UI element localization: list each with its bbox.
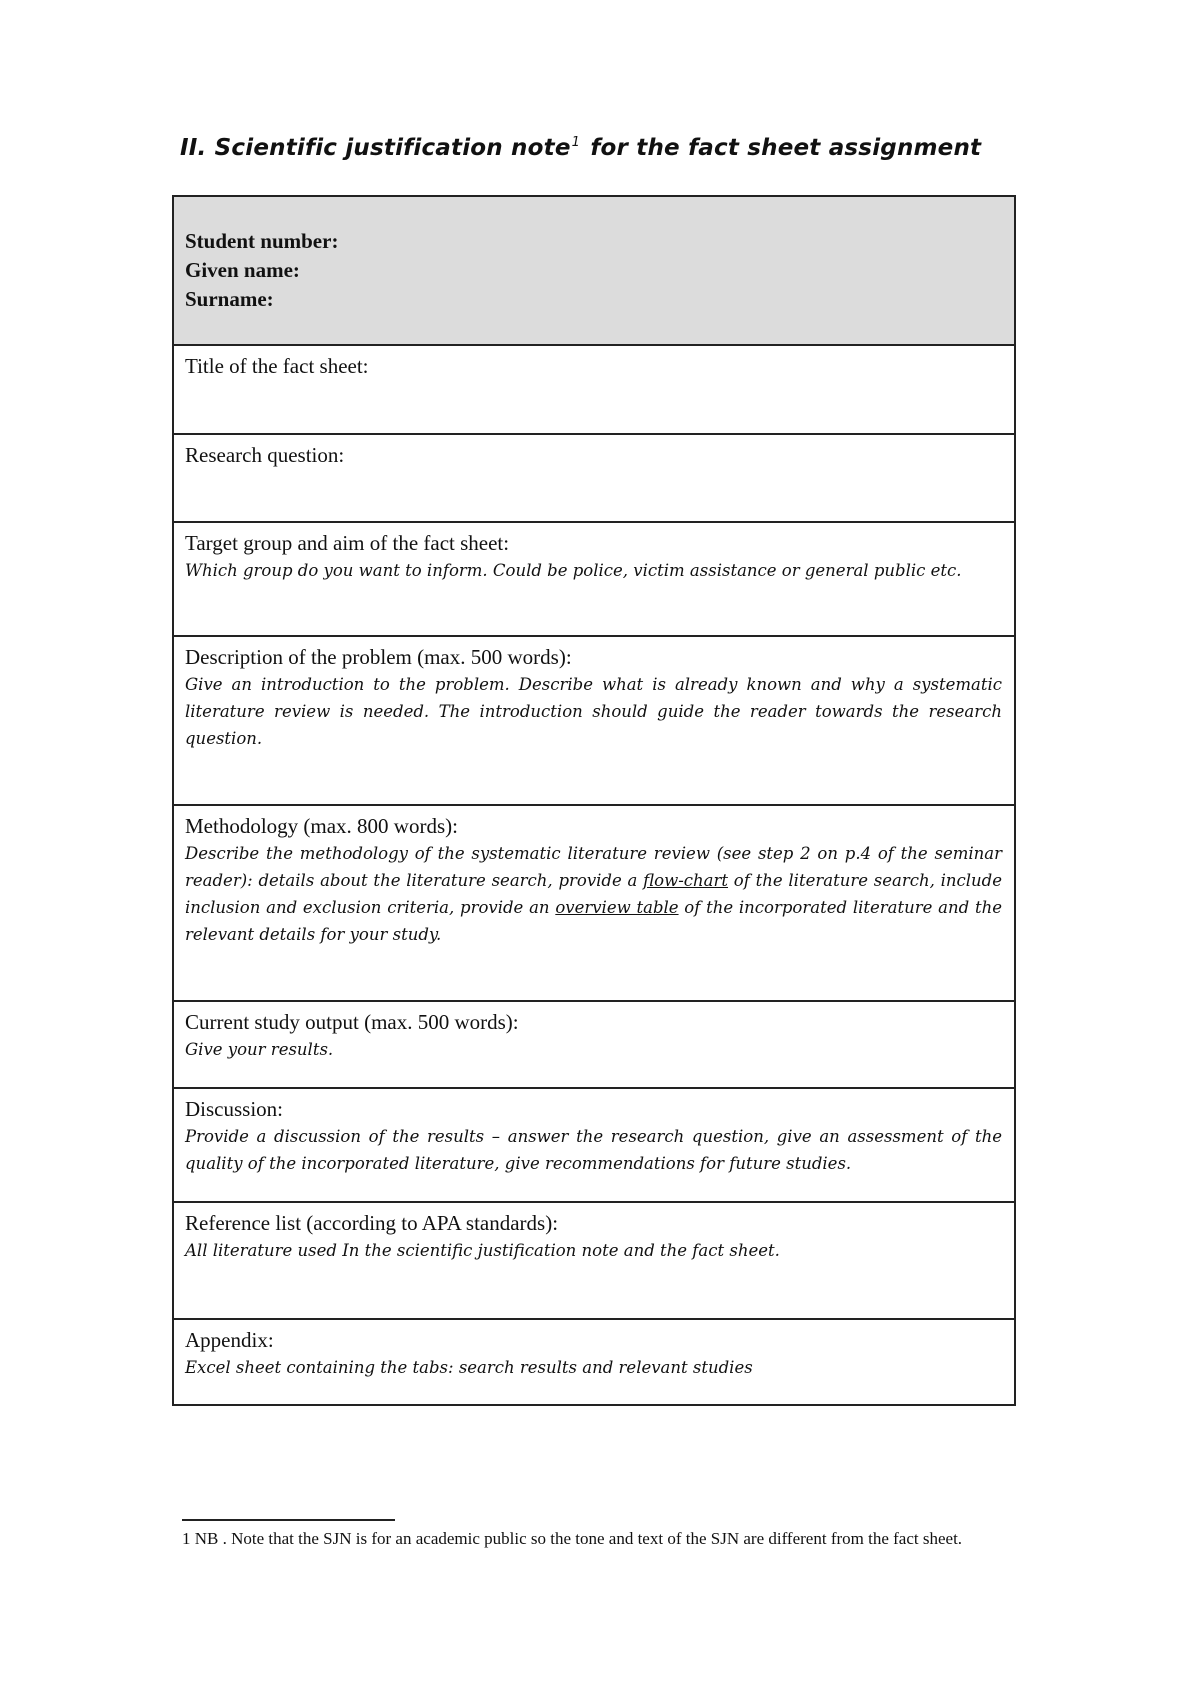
research-question-row[interactable] — [174, 433, 1014, 521]
discussion-label: Discussion: — [185, 1097, 284, 1121]
methodology-label: Methodology (max. 800 words): — [185, 814, 458, 838]
footnote-separator — [182, 1519, 395, 1521]
reference-list-label: Reference list (according to APA standards): — [185, 1211, 559, 1235]
overview-table-term: overview table — [555, 898, 679, 917]
methodology-description — [185, 840, 1002, 948]
student-number-field[interactable]: Student number: — [185, 229, 339, 253]
problem-description-text: Give an introduction to the problem. Describe what is already known and why a systematic literature review is needed. The introduction should guide the reader towards the research question. — [185, 675, 1002, 748]
methodology-text-1: Describe the methodology of the systematic literature review (see step 2 on p.4 of the seminar reader): details about the literature search, provide a — [185, 844, 1002, 890]
study-output-label: Current study output (max. 500 words): — [185, 1010, 519, 1034]
problem-description-row[interactable] — [174, 635, 1014, 804]
methodology-row[interactable] — [174, 804, 1014, 1000]
reference-list-description: All literature used In the scientific justification note and the fact sheet. — [185, 1241, 780, 1260]
flow-chart-term: flow-chart — [643, 871, 729, 890]
surname-field[interactable]: Surname: — [185, 287, 274, 311]
methodology-text-3: of the incorporated literature and the relevant details for your study. — [185, 898, 1002, 944]
appendix-description: Excel sheet containing the tabs: search results and relevant studies — [185, 1358, 753, 1377]
title-of-fact-sheet-row[interactable] — [174, 344, 1014, 433]
appendix-row[interactable] — [174, 1318, 1014, 1404]
study-output-row[interactable] — [174, 1000, 1014, 1087]
footnote: 1 NB . Note that the SJN is for an academic public so the tone and text of the SJN are different from the fact sheet. — [182, 1529, 963, 1548]
research-question-label: Research question: — [185, 443, 345, 467]
methodology-text-2: of the literature search, include inclusion and exclusion criteria, provide an — [185, 871, 1002, 917]
study-output-description: Give your results. — [185, 1040, 334, 1059]
target-group-label: Target group and aim of the fact sheet: — [185, 531, 510, 555]
page-title — [180, 135, 1060, 161]
footnote-marker: 1 — [571, 135, 581, 151]
justification-form-table — [172, 195, 1016, 1406]
discussion-row[interactable] — [174, 1087, 1014, 1201]
reference-list-row[interactable] — [174, 1201, 1014, 1318]
student-info-row — [174, 197, 1014, 344]
problem-description-label: Description of the problem (max. 500 words): — [185, 645, 572, 669]
title-text: II. Scientific justification note — [180, 135, 571, 161]
target-group-row[interactable] — [174, 521, 1014, 635]
discussion-description: Provide a discussion of the results – answer the research question, give an assessment of the quality of the incorporated literature, give recommendations for future studies. — [185, 1127, 1002, 1173]
target-group-description: Which group do you want to inform. Could be police, victim assistance or general public etc. — [185, 561, 962, 580]
appendix-label: Appendix: — [185, 1328, 274, 1352]
title-of-fact-sheet-label: Title of the fact sheet: — [185, 354, 369, 378]
title-text-rest: for the fact sheet assignment — [582, 135, 982, 161]
given-name-field[interactable]: Given name: — [185, 258, 300, 282]
